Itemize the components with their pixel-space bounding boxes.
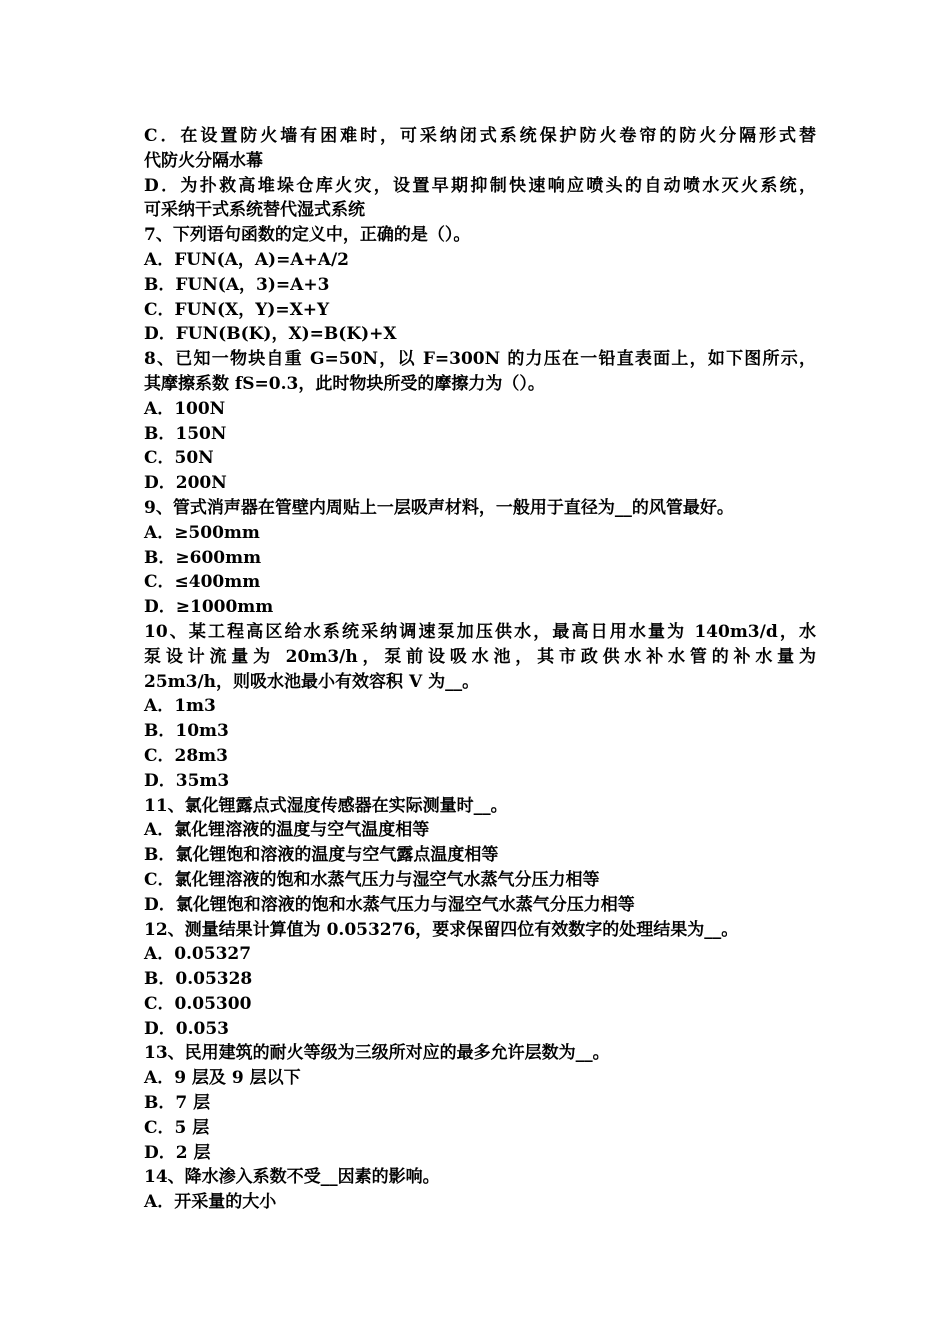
question-7: 7、下列语句函数的定义中，正确的是（）。 [144, 225, 471, 246]
option-line: B．7 层 [144, 1093, 211, 1114]
question-14: 14、降水渗入系数不受__因素的影响。 [144, 1167, 440, 1188]
question-10-cont: 泵设计流量为 20m3/h，泵前设吸水池，其市政供水补水管的补水量为 [144, 646, 816, 667]
option-line: D．0.053 [144, 1018, 229, 1039]
option-line: D．≥1000mm [144, 597, 274, 618]
question-10-cont: 25m3/h，则吸水池最小有效容积 V 为__。 [144, 671, 480, 692]
question-11: 11、氯化锂露点式湿度传感器在实际测量时__。 [144, 795, 508, 816]
option-line: C．28m3 [144, 745, 229, 766]
option-line: A．0.05327 [144, 944, 252, 965]
question-9: 9、管式消声器在管壁内周贴上一层吸声材料，一般用于直径为__的风管最好。 [144, 497, 734, 518]
option-line: B．150N [144, 423, 227, 444]
option-line: C．氯化锂溶液的饱和水蒸气压力与湿空气水蒸气分压力相等 [144, 869, 600, 890]
option-line: B．0.05328 [144, 969, 253, 990]
option-line: A．100N [144, 398, 226, 419]
option-line: D．200N [144, 473, 227, 494]
option-line: B．氯化锂饱和溶液的温度与空气露点温度相等 [144, 845, 499, 866]
option-line: D．为扑救高堆垛仓库火灾，设置早期抑制快速响应喷头的自动喷水灭火系统， [144, 175, 816, 196]
option-line: A．开采量的大小 [144, 1192, 277, 1213]
option-line: D．35m3 [144, 770, 230, 791]
option-line: C．50N [144, 448, 214, 469]
question-13: 13、民用建筑的耐火等级为三级所对应的最多允许层数为__。 [144, 1043, 610, 1064]
option-line: A．9 层及 9 层以下 [144, 1068, 301, 1089]
option-line: A．1m3 [144, 696, 216, 717]
question-8-cont: 其摩擦系数 fS=0.3，此时物块所受的摩擦力为（）。 [144, 373, 545, 394]
question-10: 10、某工程高区给水系统采纳调速泵加压供水，最高日用水量为 140m3/d，水 [144, 621, 816, 642]
option-line-cont: 代防火分隔水幕 [144, 150, 263, 171]
option-line: C．0.05300 [144, 993, 252, 1014]
option-line-cont: 可采纳干式系统替代湿式系统 [144, 200, 365, 221]
option-line: D．2 层 [144, 1142, 211, 1163]
option-line: C．FUN(X，Y)=X+Y [144, 299, 330, 320]
option-line: B．FUN(A，3)=A+3 [144, 274, 330, 295]
option-line: A．≥500mm [144, 522, 260, 543]
option-line: D．氯化锂饱和溶液的饱和水蒸气压力与湿空气水蒸气分压力相等 [144, 894, 635, 915]
option-line: D．FUN(B(K)，X)=B(K)+X [144, 324, 397, 345]
option-line: C．5 层 [144, 1117, 210, 1138]
option-line: C．≤400mm [144, 572, 261, 593]
option-line: A．FUN(A，A)=A+A/2 [144, 249, 349, 270]
option-line: C．在设置防火墙有困难时，可采纳闭式系统保护防火卷帘的防火分隔形式替 [144, 126, 816, 146]
question-12: 12、测量结果计算值为 0.053276，要求保留四位有效数字的处理结果为__。 [144, 919, 739, 940]
option-line: A．氯化锂溶液的温度与空气温度相等 [144, 820, 430, 841]
question-8: 8、已知一物块自重 G=50N，以 F=300N 的力压在一铅直表面上，如下图所示， [144, 349, 816, 370]
document-page [144, 124, 816, 1215]
option-line: B．≥600mm [144, 547, 262, 568]
option-line: B．10m3 [144, 721, 229, 742]
